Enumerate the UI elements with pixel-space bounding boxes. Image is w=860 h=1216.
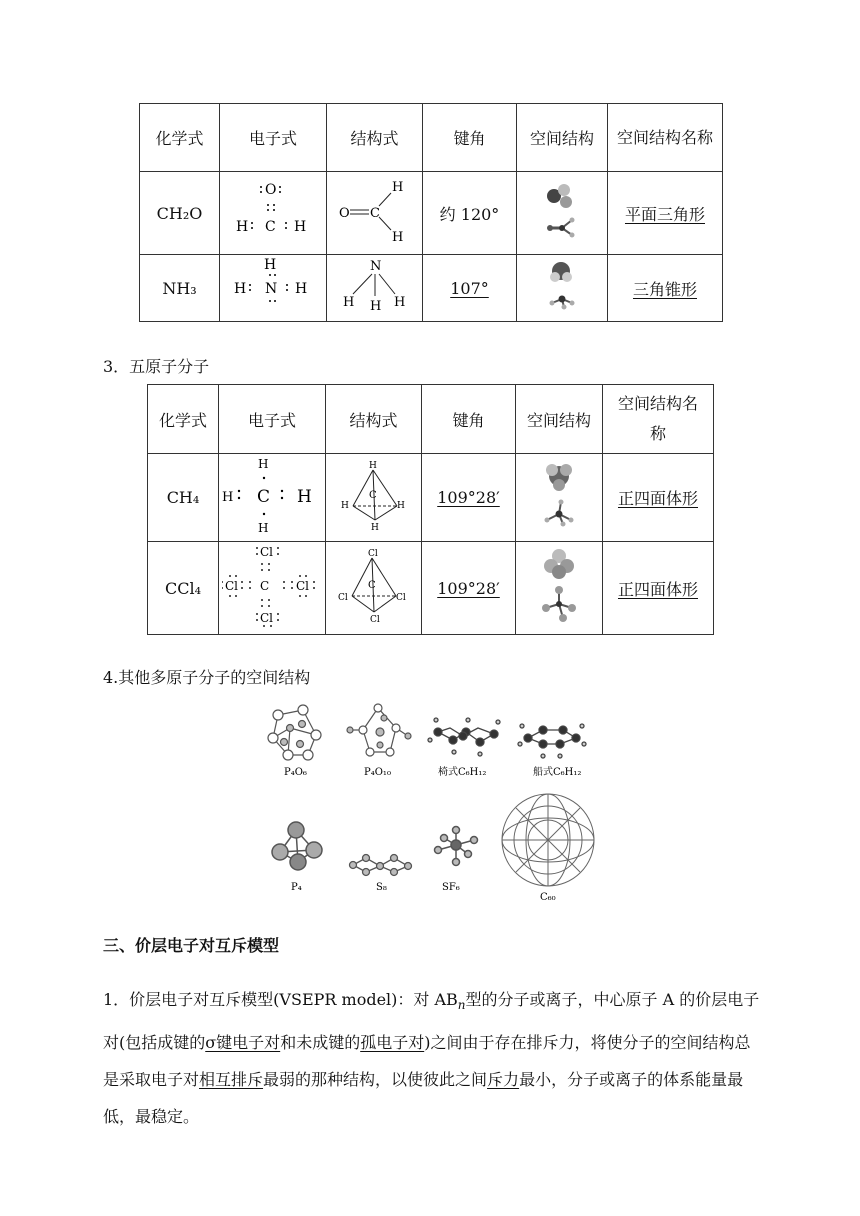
svg-text:N: N (369, 259, 381, 274)
header-structural-formula: 结构式 (326, 385, 422, 454)
svg-text:H: H (236, 219, 249, 235)
table-header-row (140, 104, 723, 172)
section-title-polyatomic: 4.其他多原子分子的空间结构 (103, 668, 311, 687)
ball-model-ch4 (516, 454, 603, 542)
svg-text:Cl: Cl (395, 593, 406, 603)
header-structural-formula: 结构式 (327, 104, 423, 172)
svg-text:H: H (295, 281, 308, 297)
svg-text:Cl: Cl (260, 611, 274, 625)
caption-s8: S₈ (376, 882, 387, 893)
shape-name-cell: 三角锥形 (608, 255, 723, 322)
formula-cell: CH₄ (148, 454, 219, 542)
svg-text:H: H (368, 460, 377, 471)
svg-text:N: N (265, 281, 278, 297)
caption-c60: C₆₀ (540, 892, 556, 903)
table-row (140, 255, 723, 322)
formula-cell: CH₂O (140, 172, 220, 255)
molecule-chair-cyclohexane (428, 718, 500, 756)
svg-text:H: H (222, 489, 234, 505)
svg-text:H: H (396, 500, 405, 511)
svg-text:C: C (367, 580, 376, 591)
svg-text:Cl: Cl (260, 545, 274, 559)
svg-text:H: H (264, 257, 277, 273)
table-row (148, 454, 714, 542)
header-structure-name: 空间结构名称 (608, 104, 723, 172)
shape-name-cell: 正四面体形 (603, 542, 714, 635)
svg-text:C: C (368, 489, 377, 501)
svg-text:Cl: Cl (337, 593, 348, 603)
ball-model-ccl4 (516, 542, 603, 635)
tetrahedral-formula-diagram (326, 542, 422, 635)
svg-text:H: H (294, 219, 307, 235)
structural-formula-diagram (327, 255, 423, 322)
svg-text:H: H (340, 500, 349, 511)
ball-model-ch2o (517, 172, 608, 255)
formula-cell: NH₃ (140, 255, 220, 322)
svg-text:H: H (370, 522, 379, 533)
svg-text:Cl: Cl (367, 549, 378, 559)
svg-text:O: O (265, 182, 277, 198)
svg-text:Cl: Cl (296, 579, 310, 593)
header-electron-formula: 电子式 (220, 104, 327, 172)
molecule-sf6 (435, 827, 478, 866)
header-structure-name: 空间结构名称 (603, 385, 714, 454)
shape-name-cell: 平面三角形 (608, 172, 723, 255)
bond-angle-cell: 109°28′ (422, 542, 516, 635)
caption-chair-c6h12: 椅式C₆H₁₂ (438, 767, 487, 778)
molecule-s8 (350, 855, 412, 876)
table-header-row (148, 385, 714, 454)
molecule-p4 (272, 822, 322, 870)
molecule-p4o6 (268, 705, 321, 760)
svg-text:C: C (369, 206, 380, 221)
svg-text:C: C (260, 579, 270, 593)
svg-text:H: H (297, 486, 312, 507)
caption-boat-c6h12: 船式C₆H₁₂ (533, 767, 582, 778)
header-spatial-structure: 空间结构 (517, 104, 608, 172)
svg-text:H: H (342, 295, 354, 310)
bond-angle-cell: 107° (423, 255, 517, 322)
caption-sf6: SF₆ (442, 882, 460, 893)
triatomic-table (139, 103, 723, 322)
five-atom-table (147, 384, 714, 635)
formula-cell: CCl₄ (148, 542, 219, 635)
molecule-c60 (502, 794, 594, 886)
svg-text:H: H (391, 180, 403, 195)
vsepr-paragraph: 1．价层电子对互斥模型(VSEPR model)：对 $AB_n$型的分子或离子，中心原子 A 的价层电子对(包括成键的σ键电子对和未成键的孤电子对)之间由于存在排斥力，将使分子的空间结构总是采取电子对相互排斥最弱的那种结构，以使彼此之间斥力最小，分子或离子的体系能量最低，最稳定。 (103, 990, 760, 1127)
electron-formula-diagram (220, 255, 327, 322)
molecule-boat-cyclohexane (518, 724, 586, 758)
svg-text:H: H (391, 230, 403, 245)
svg-text:C: C (257, 486, 271, 507)
header-formula: 化学式 (140, 104, 220, 172)
svg-text:H: H (258, 520, 269, 535)
svg-text:O: O (338, 206, 350, 221)
svg-text:H: H (369, 299, 381, 314)
svg-text:H: H (258, 456, 269, 471)
caption-p4o10: P₄O₁₀ (364, 767, 391, 778)
molecule-gallery (258, 700, 598, 910)
ball-model-nh3 (517, 255, 608, 322)
table-row (140, 172, 723, 255)
header-bond-angle: 键角 (422, 385, 516, 454)
section-title-five-atom: 3．五原子分子 (103, 357, 210, 376)
shape-name-cell: 正四面体形 (603, 454, 714, 542)
svg-text:Cl: Cl (225, 579, 239, 593)
header-bond-angle: 键角 (423, 104, 517, 172)
caption-p4: P₄ (291, 882, 302, 893)
structural-formula-diagram (327, 172, 423, 255)
electron-formula-diagram (220, 172, 327, 255)
svg-text:C: C (265, 219, 276, 235)
header-spatial-structure: 空间结构 (516, 385, 603, 454)
header-formula: 化学式 (148, 385, 219, 454)
bond-angle-cell: 约 120° (423, 172, 517, 255)
molecule-p4o10 (347, 704, 411, 756)
electron-formula-diagram (219, 454, 326, 542)
section-heading-vsepr: 三、价层电子对互斥模型 (103, 936, 280, 955)
table-row (148, 542, 714, 635)
electron-formula-diagram (219, 542, 326, 635)
caption-p4o6: P₄O₆ (284, 767, 307, 778)
bond-angle-cell: 109°28′ (422, 454, 516, 542)
tetrahedral-formula-diagram (326, 454, 422, 542)
svg-text:H: H (234, 281, 247, 297)
svg-text:Cl: Cl (369, 615, 380, 625)
header-electron-formula: 电子式 (219, 385, 326, 454)
svg-text:H: H (393, 295, 405, 310)
